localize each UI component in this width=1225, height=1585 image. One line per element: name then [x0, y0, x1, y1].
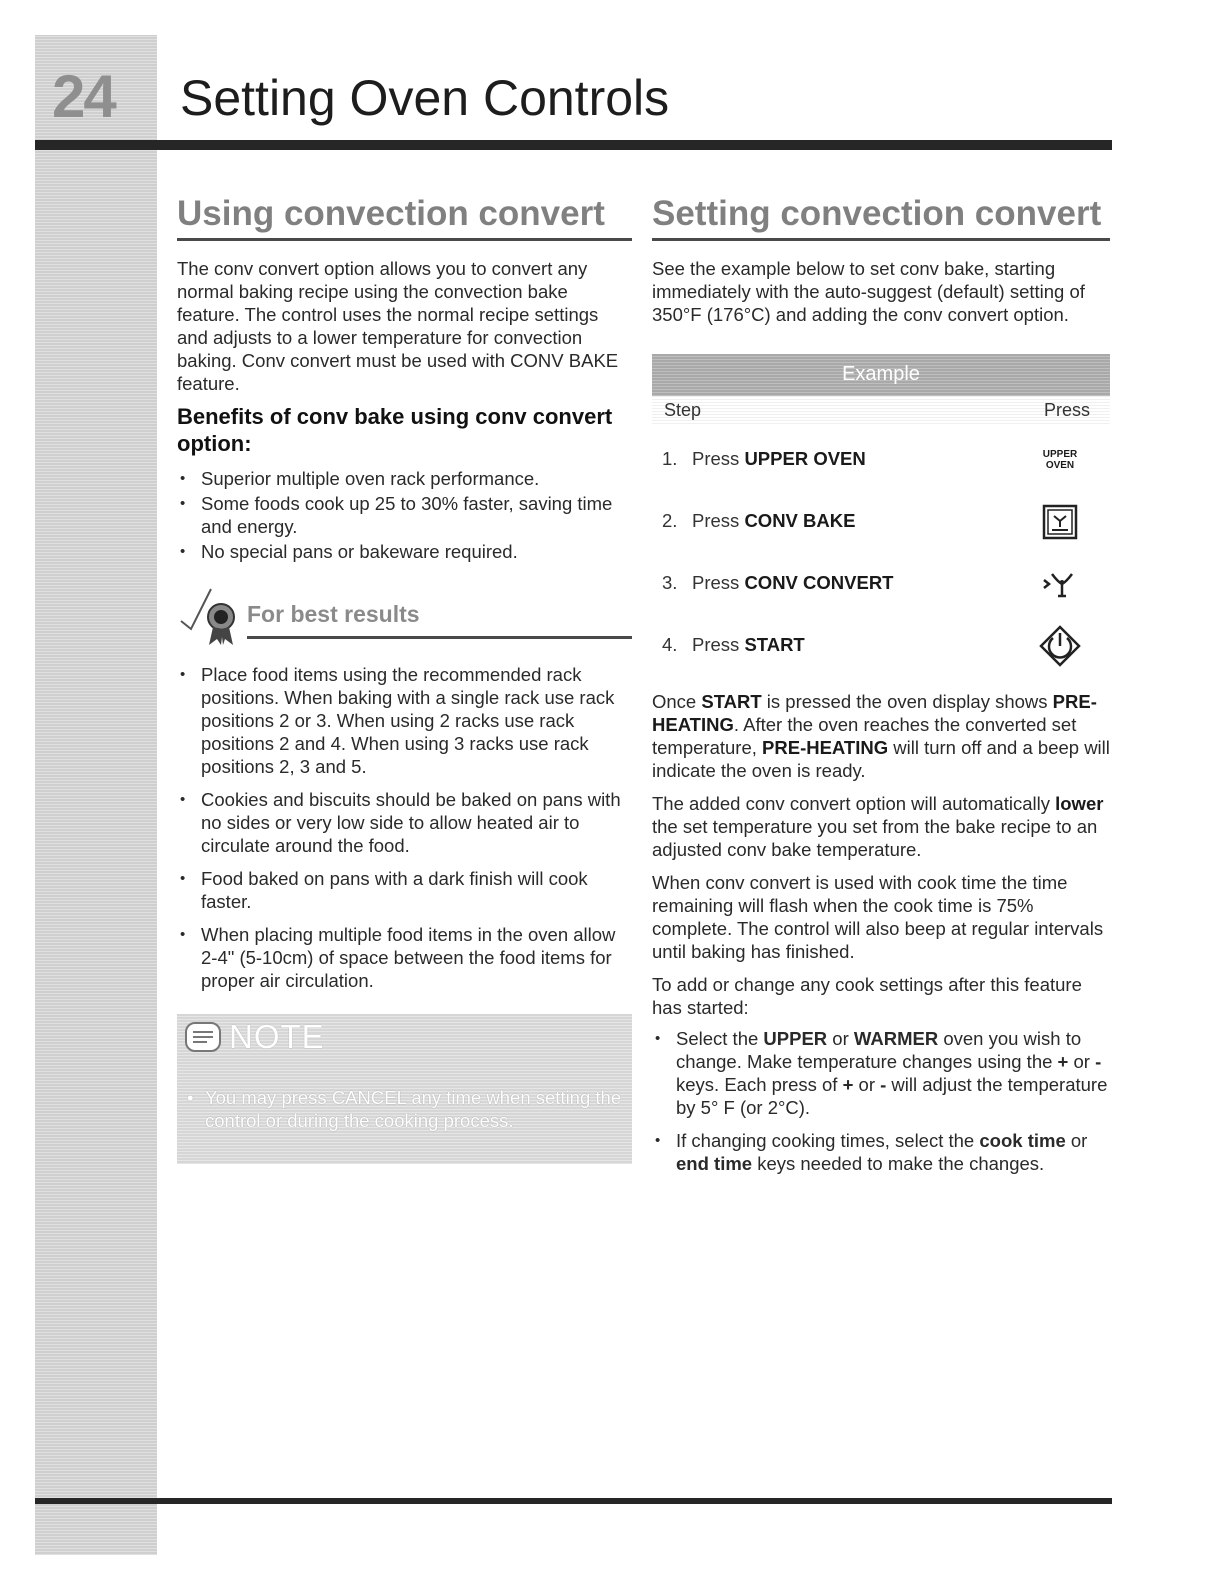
note-box	[177, 1014, 632, 1164]
intro-paragraph: The conv convert option allows you to convert any normal baking recipe using the convection bake feature. The control uses the normal recipe settings and adjusts to a lower temperature for convection baking. Conv convert must be used with CONV BAKE feature.	[177, 258, 619, 394]
step-row	[652, 610, 1110, 672]
section-heading-setting-convection-convert: Setting convection convert	[652, 192, 1110, 241]
example-label: Example	[842, 363, 920, 385]
cook-time-paragraph: When conv convert is used with cook time the time remaining will flash when the cook time is 75% complete. The control will also beep at regular intervals until baking has finished.	[652, 872, 1104, 962]
example-bar	[652, 354, 1110, 396]
step-row	[652, 424, 1110, 486]
upper-oven-key-icon: UPPER OVEN	[1042, 449, 1078, 471]
list-item: • Food baked on pans with a dark finish will cook faster.	[177, 867, 632, 913]
ribbon-award-icon	[177, 583, 243, 649]
right-column	[652, 192, 1110, 1185]
key-name: CONV BAKE	[744, 510, 856, 531]
divider	[247, 636, 632, 639]
step-text: Press CONV CONVERT	[692, 572, 894, 593]
step-row	[652, 486, 1110, 548]
benefits-list	[177, 467, 632, 563]
side-bar	[35, 35, 157, 1555]
example-table-header	[652, 396, 1110, 424]
list-item: • Some foods cook up 25 to 30% faster, saving time and energy.	[177, 492, 632, 538]
press-column-label: Press	[1043, 400, 1090, 420]
step-number: 4.	[662, 634, 678, 655]
list-item: • Select the UPPER or WARMER oven you wish to change. Make temperature changes using the + or - keys. Each press of + or - will adjust the temperature by 5° F (or 2°C).	[652, 1027, 1110, 1119]
best-results-heading: For best results	[247, 601, 420, 627]
footer-rule	[35, 1498, 1112, 1504]
note-icon	[185, 1022, 221, 1052]
page-number: 24	[52, 63, 115, 130]
step-text: Press CONV BAKE	[692, 510, 856, 531]
conv-convert-key-icon	[1038, 562, 1082, 606]
list-item: • When placing multiple food items in the oven allow 2-4" (5-10cm) of space between the food items for proper air circulation.	[177, 923, 632, 992]
step-number: 1.	[662, 448, 678, 469]
best-results-header	[177, 583, 632, 649]
key-name: START	[744, 634, 805, 655]
list-item: • Cookies and biscuits should be baked on pans with no sides or very low side to allow heated air to circulate around the food.	[177, 788, 632, 857]
step-number: 3.	[662, 572, 678, 593]
header-rule	[35, 140, 1112, 150]
key-name: CONV CONVERT	[744, 572, 894, 593]
start-key-icon	[1038, 624, 1082, 668]
benefits-heading: Benefits of conv bake using conv convert option:	[177, 404, 613, 456]
tips-list	[177, 663, 632, 992]
step-column-label: Step	[664, 400, 702, 420]
section-heading-using-convection-convert: Using convection convert	[177, 192, 632, 241]
list-item: • If changing cooking times, select the cook time or end time keys needed to make the changes.	[652, 1129, 1110, 1175]
lower-temperature-paragraph: The added conv convert option will automatically lower the set temperature you set from the bake recipe to an adjusted conv bake temperature.	[652, 793, 1104, 860]
left-column	[177, 192, 632, 1164]
list-item: • Place food items using the recommended rack positions. When baking with a single rack use rack positions 2 or 3. When using 2 racks use rack positions 2 and 4. When using 3 racks use rack positions 2, 3 and 5.	[177, 663, 632, 778]
change-settings-paragraph: To add or change any cook settings after this feature has started:	[652, 974, 1082, 1018]
step-text: Press START	[692, 634, 805, 655]
list-item: • Superior multiple oven rack performance.	[177, 467, 632, 490]
note-heading: NOTE	[229, 1018, 325, 1055]
conv-bake-key-icon	[1038, 500, 1082, 544]
step-text: Press UPPER OVEN	[692, 448, 866, 469]
step-number: 2.	[662, 510, 678, 531]
change-settings-list	[652, 1027, 1110, 1175]
preheating-paragraph: Once START is pressed the oven display shows PRE-HEATING. After the oven reaches the converted set temperature, PRE-HEATING will turn off and a beep will indicate the oven is ready.	[652, 691, 1110, 781]
page-title: Setting Oven Controls	[180, 70, 670, 126]
key-name: UPPER OVEN	[744, 448, 866, 469]
list-item: • No special pans or bakeware required.	[177, 540, 632, 563]
intro-paragraph: See the example below to set conv bake, starting immediately with the auto-suggest (default) setting of 350°F (176°C) and adding the conv convert option.	[652, 258, 1085, 325]
step-row	[652, 548, 1110, 610]
note-text: • You may press CANCEL any time when setting the control or during the cooking process.	[183, 1086, 622, 1132]
